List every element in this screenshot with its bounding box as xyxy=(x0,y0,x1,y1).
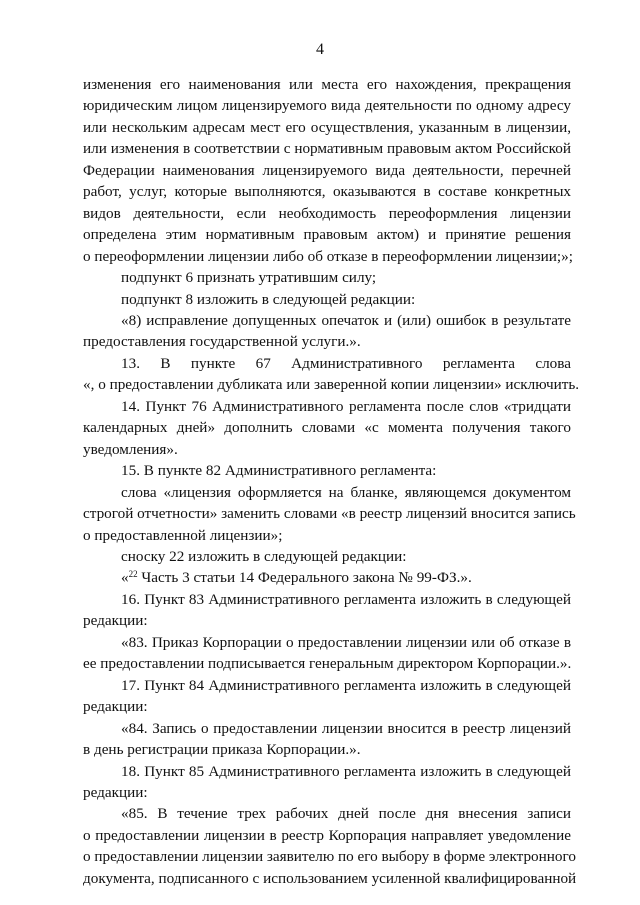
text-line: 13. В пункте 67 Административного регламента слова xyxy=(121,354,571,372)
text-line: в день регистрации приказа Корпорации.». xyxy=(83,741,361,759)
text-line: «, о предоставлении дубликата или заверенной копии лицензии» исключить. xyxy=(83,376,580,394)
text-line: 17. Пункт 84 Административного регламента изложить в следующей xyxy=(121,676,571,694)
text-line: слова «лицензия оформляется на бланке, являющемся документом xyxy=(121,483,571,501)
text-line: 16. Пункт 83 Административного регламента изложить в следующей xyxy=(121,590,571,608)
text-line: 15. В пункте 82 Административного регламента: xyxy=(121,462,437,480)
footnote-marker: 22 xyxy=(128,569,138,580)
text-line: документа, подписанного с использованием усиленной квалифицированной xyxy=(83,869,577,887)
text-line: подпункт 6 признать утратившим силу; xyxy=(121,269,377,287)
text-line: строгой отчетности» заменить словами «в реестр лицензий вносится запись xyxy=(83,505,576,523)
text-line-part: « xyxy=(121,569,129,587)
text-line: редакции: xyxy=(83,612,148,630)
text-line: или нескольким адресам мест его осуществления, указанным в лицензии, xyxy=(83,118,571,136)
text-line: определена этим нормативным правовым актом) и принятие решения xyxy=(83,226,571,244)
document-body xyxy=(83,74,580,889)
text-line: ее предоставлении подписывается генеральным директором Корпорации.». xyxy=(83,655,572,673)
text-line: о предоставленной лицензии»; xyxy=(83,526,283,544)
text-line: 14. Пункт 76 Административного регламента после слов «тридцати xyxy=(121,397,571,415)
text-line: «85. В течение трех рабочих дней после дня внесения записи xyxy=(121,805,571,823)
text-line: изменения его наименования или места его нахождения, прекращения xyxy=(83,76,571,93)
text-line: видов деятельности, если необходимость переоформления лицензии xyxy=(83,204,571,222)
text-line: редакции: xyxy=(83,783,148,801)
text-line: о переоформлении лицензии либо об отказе в переоформлении лицензии;»; xyxy=(83,247,573,265)
text-line: «84. Запись о предоставлении лицензии вносится в реестр лицензий xyxy=(121,719,571,737)
text-line: юридическим лицом лицензируемого вида деятельности по одному адресу xyxy=(83,97,571,115)
text-line: сноску 22 изложить в следующей редакции: xyxy=(121,547,407,565)
text-line: о предоставлении лицензии в реестр Корпорация направляет уведомление xyxy=(83,826,571,844)
text-line: редакции: xyxy=(83,698,148,716)
text-line: календарных дней» дополнить словами «с момента получения такого xyxy=(83,419,571,437)
text-line: предоставления государственной услуги.». xyxy=(83,333,361,351)
text-line: работ, услуг, которые выполняются, оказываются в составе конкретных xyxy=(83,183,571,201)
text-line: уведомления». xyxy=(83,440,178,458)
text-line: Федерации наименования лицензируемого вида деятельности, перечней xyxy=(83,161,571,179)
text-line: «8) исправление допущенных опечаток и (или) ошибок в результате xyxy=(121,311,571,329)
text-line: о предоставлении лицензии заявителю по его выбору в форме электронного xyxy=(83,848,576,866)
text-line: 18. Пункт 85 Административного регламента изложить в следующей xyxy=(121,762,571,780)
text-line: подпункт 8 изложить в следующей редакции: xyxy=(121,290,416,308)
page-number: 4 xyxy=(316,41,324,58)
text-line-part: Часть 3 статьи 14 Федерального закона № 99-ФЗ.». xyxy=(137,569,472,587)
text-line xyxy=(83,567,571,588)
text-line: «83. Приказ Корпорации о предоставлении лицензии или об отказе в xyxy=(121,633,571,651)
text-line: или изменения в соответствии с нормативным правовым актом Российской xyxy=(83,140,571,158)
